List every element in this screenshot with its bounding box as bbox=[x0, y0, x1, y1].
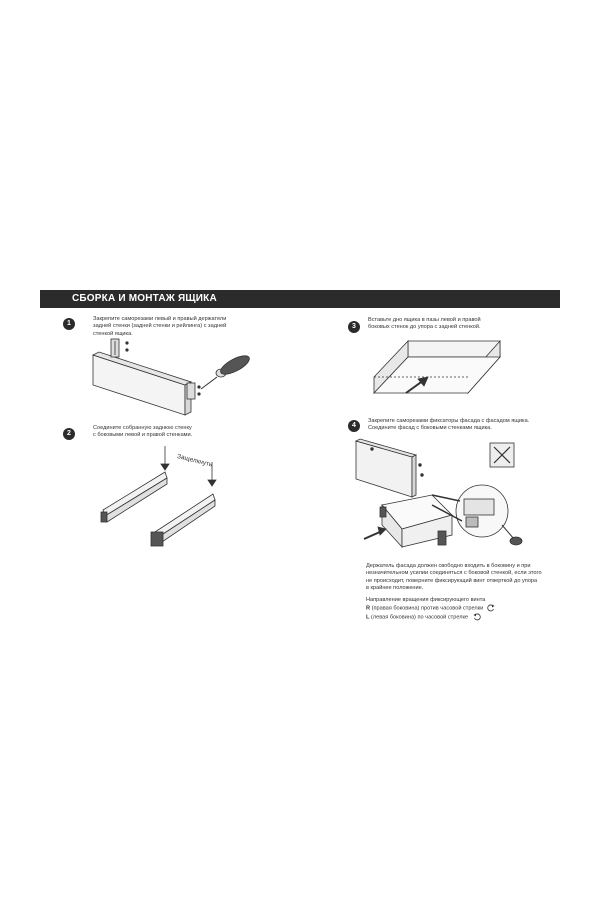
step-1-line: Закрепите саморезами левый и правый держатели bbox=[93, 316, 227, 322]
rotate-right-icon bbox=[472, 613, 481, 621]
note-line: Держатель фасада должен свободно входить в боковину и при bbox=[366, 563, 531, 569]
rotate-left-icon bbox=[487, 604, 496, 612]
rotation-l-letter: L bbox=[366, 614, 370, 621]
step-3-number: 3 bbox=[348, 321, 360, 333]
step-4-line: Закрепите саморезами фиксаторы фасада с фасадом ящика. bbox=[368, 418, 530, 424]
step-2-line: Соедините собранную заднюю стенку bbox=[93, 425, 192, 431]
step-4-line: Соедините фасад с боковыми стенками ящика. bbox=[368, 425, 492, 432]
step-2-line: с боковыми левой и правой стенками. bbox=[93, 432, 193, 439]
rotation-l-text: (левая боковина) по часовой стрелке bbox=[369, 614, 469, 621]
step-3-line: боковых стенок до упора с задней стенкой. bbox=[368, 324, 481, 331]
note-line: в крайнее положение. bbox=[366, 584, 424, 591]
step-4-number: 4 bbox=[348, 420, 360, 432]
step-1-line: задней стенки (задней стенки и рейлинга) с задней bbox=[93, 323, 227, 330]
rotation-r-line bbox=[366, 604, 496, 613]
rotation-r-text: (правая боковина) против часовой стрелки bbox=[370, 605, 484, 612]
screwdriver-icon bbox=[201, 352, 252, 389]
rotation-heading: Направление вращения фиксирующего винта bbox=[366, 597, 486, 603]
step-1-line: стенкой ящика. bbox=[93, 330, 133, 337]
step-3-text bbox=[368, 317, 481, 332]
step-4-illustration bbox=[352, 435, 537, 560]
rotation-r-letter: R bbox=[366, 605, 371, 612]
rotation-info bbox=[366, 597, 496, 622]
step-4-text bbox=[368, 418, 529, 433]
note-line: незначительном усилии соединяться с боковой стенкой, если этого bbox=[366, 570, 542, 577]
note-text bbox=[366, 563, 542, 592]
snap-annotation: Защелкнуть bbox=[176, 453, 213, 469]
page-title: СБОРКА И МОНТАЖ ЯЩИКА bbox=[40, 290, 560, 308]
step-3-illustration bbox=[368, 335, 508, 420]
step-2-number: 2 bbox=[63, 428, 75, 440]
step-1-illustration bbox=[85, 335, 260, 420]
note-line: не происходит, поверните фиксирующий винт отверткой до упора bbox=[366, 577, 538, 584]
step-1-number: 1 bbox=[63, 318, 75, 330]
rotation-l-line bbox=[366, 613, 496, 622]
step-2-text bbox=[93, 425, 192, 440]
crossed-out-tool-icon bbox=[490, 443, 514, 467]
step-3-line: Вставьте дно ящика в пазы левой и правой bbox=[368, 317, 481, 323]
step-2-illustration bbox=[95, 440, 235, 555]
